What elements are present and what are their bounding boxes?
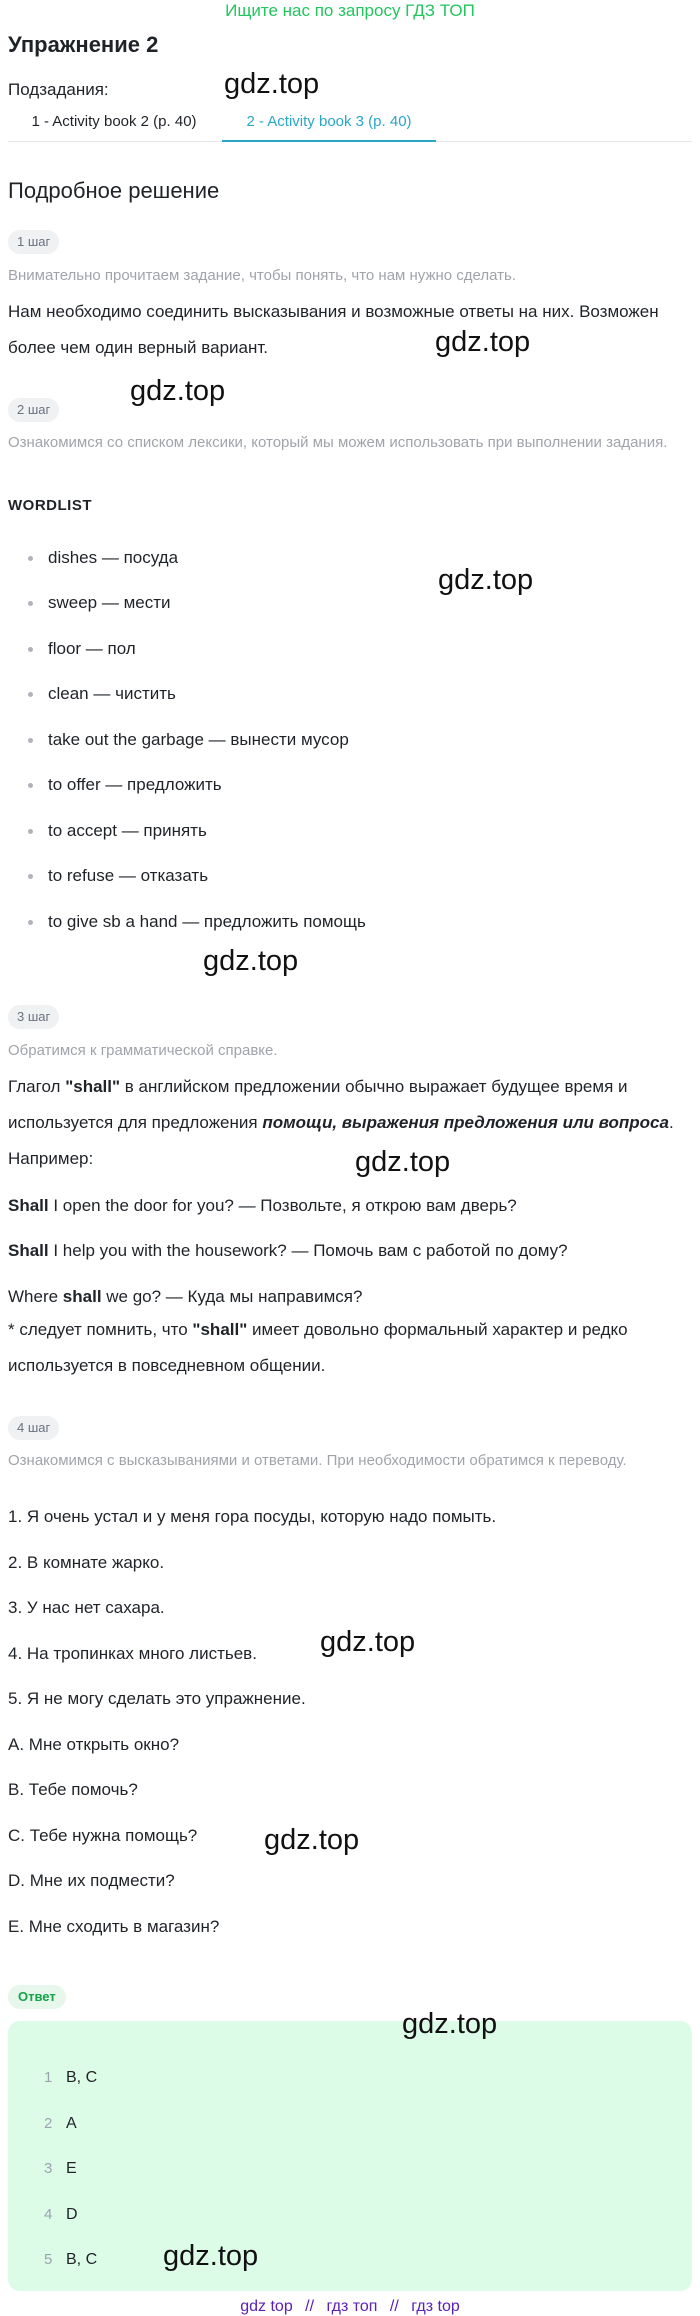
example-sentence: Shall I help you with the housework? — Помочь вам с работой по дому? — [8, 1241, 568, 1260]
footer-links — [0, 2298, 700, 2316]
answer-badge: Ответ — [8, 1985, 66, 2009]
watermark: gdz.top — [435, 326, 531, 358]
wordlist-item: clean — чистить — [48, 682, 176, 706]
step-1-hint: Внимательно прочитаем задание, чтобы понять, что нам нужно сделать. — [8, 267, 517, 284]
wordlist-item: to accept — принять — [48, 819, 207, 843]
step-1-badge: 1 шаг — [8, 230, 59, 254]
watermark: gdz.top — [203, 945, 299, 977]
tab-activity-book-3[interactable]: 2 - Activity book 3 (p. 40) — [222, 110, 436, 142]
example-sentence: Where shall we go? — Куда мы направимся? — [8, 1287, 363, 1306]
step-3-hint: Обратимся к грамматической справке. — [8, 1042, 278, 1059]
response-line: E. Мне сходить в магазин? — [8, 1917, 220, 1936]
step-2-badge: 2 шаг — [8, 398, 59, 422]
step-4-hint: Ознакомимся с высказываниями и ответами. При необходимости обратимся к переводу. — [8, 1452, 627, 1469]
answer-row: 5 B, C — [44, 2251, 98, 2268]
statement-line: 5. Я не могу сделать это упражнение. — [8, 1689, 306, 1708]
watermark: gdz.top — [224, 68, 320, 100]
footer-separator: // — [389, 2298, 399, 2315]
watermark: gdz.top — [438, 564, 534, 596]
tab-activity-book-2[interactable]: 1 - Activity book 2 (p. 40) — [31, 113, 197, 130]
answer-row: 3 E — [44, 2160, 77, 2177]
step-3-badge: 3 шаг — [8, 1005, 59, 1029]
statement-line: 2. В комнате жарко. — [8, 1553, 165, 1572]
response-line: D. Мне их подмести? — [8, 1871, 175, 1890]
answer-row: 1 B, C — [44, 2069, 98, 2086]
wordlist-item: take out the garbage — вынести мусор — [48, 728, 349, 752]
response-line: B. Тебе помочь? — [8, 1780, 138, 1799]
footer-link-gdz-top-ru[interactable]: гдз топ — [326, 2298, 378, 2315]
wordlist-item: floor — пол — [48, 637, 136, 661]
wordlist-item: to refuse — отказать — [48, 864, 208, 888]
step-1-text: Нам необходимо соединить высказывания и возможные ответы на них. Возможен более чем один верный вариант. — [8, 302, 659, 357]
response-line: C. Тебе нужна помощь? — [8, 1826, 198, 1845]
grammar-note: * следует помнить, что "shall" имеет довольно формальный характер и редко используется в повседневном общении. — [8, 1320, 628, 1375]
watermark: gdz.top — [264, 1824, 360, 1856]
footer-link-gdz-top[interactable]: gdz top — [240, 2298, 293, 2315]
answer-row: 4 D — [44, 2206, 78, 2223]
watermark: gdz.top — [163, 2240, 259, 2272]
wordlist-item: dishes — посуда — [48, 546, 178, 570]
watermark: gdz.top — [402, 2008, 498, 2040]
example-sentence: Shall I open the door for you? — Позвольте, я открою вам дверь? — [8, 1196, 517, 1215]
subtask-tabs — [8, 110, 692, 142]
step-2-hint: Ознакомимся со списком лексики, который мы можем использовать при выполнении задания. — [8, 434, 668, 451]
footer-separator: // — [305, 2298, 315, 2315]
statement-line: 4. На тропинках много листьев. — [8, 1644, 257, 1663]
wordlist-item: to give sb a hand — предложить помощь — [48, 910, 366, 934]
grammar-paragraph: Глагол "shall" в английском предложении обычно выражает будущее время и используется для предложения помощи, выражения предложения или вопроса. Например: — [8, 1077, 674, 1168]
wordlist-title: WORDLIST — [8, 497, 92, 514]
watermark: gdz.top — [130, 375, 226, 407]
answer-row: 2 A — [44, 2115, 77, 2132]
subtasks-label: Подзадания: — [8, 80, 109, 99]
page-title: Упражнение 2 — [8, 32, 159, 57]
footer-link-gdz-top-mixed[interactable]: гдз top — [411, 2298, 460, 2315]
watermark: gdz.top — [320, 1626, 416, 1658]
statement-line: 1. Я очень устал и у меня гора посуды, которую надо помыть. — [8, 1507, 497, 1526]
response-line: A. Мне открыть окно? — [8, 1735, 180, 1754]
step-4-badge: 4 шаг — [8, 1416, 59, 1440]
statement-line: 3. У нас нет сахара. — [8, 1598, 165, 1617]
wordlist-item: to offer — предложить — [48, 773, 222, 797]
solution-heading: Подробное решение — [8, 178, 220, 203]
watermark: gdz.top — [355, 1146, 451, 1178]
wordlist-item: sweep — мести — [48, 591, 171, 615]
answer-box — [8, 2021, 692, 2291]
top-banner: Ищите нас по запросу ГДЗ ТОП — [225, 1, 475, 20]
